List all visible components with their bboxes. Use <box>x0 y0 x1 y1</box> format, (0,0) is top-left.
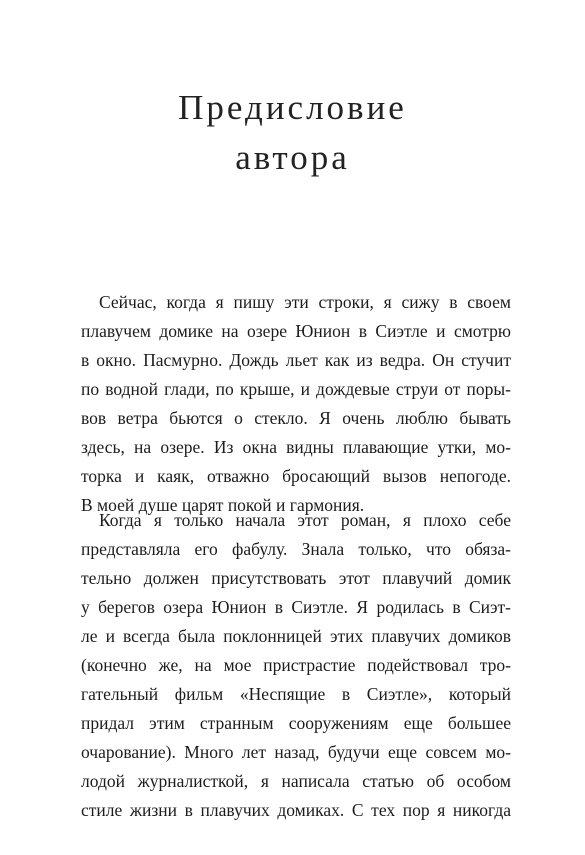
paragraph-1 <box>81 288 511 520</box>
paragraph-line: Когда я только начала этот роман, я плохо себе <box>99 510 511 530</box>
chapter-title-line-2: автора <box>235 138 350 177</box>
paragraph-line: В моей душе царят покой и гармония. <box>81 495 365 515</box>
paragraph-line: вов ветра бьются о стекло. Я очень люблю бывать <box>81 408 511 428</box>
paragraph-line: торка и каяк, отважно бросающий вызов непогоде. <box>81 466 511 486</box>
paragraph-line: очарование). Много лет назад, будучи еще совсем мо- <box>81 742 511 762</box>
paragraph-line: гательный фильм «Неспящие в Сиэтле», который <box>81 684 511 704</box>
paragraph-line: (конечно же, на мое пристрастие подействовал тро- <box>81 655 511 675</box>
paragraph-line: представляла его фабулу. Знала только, что обяза- <box>81 539 511 559</box>
paragraph-line: Сейчас, когда я пишу эти строки, я сижу в своем <box>99 292 511 312</box>
paragraph-line: лодой журналисткой, я написала статью об особом <box>81 771 511 791</box>
paragraph-line: ле и всегда была поклонницей этих плавучих домиков <box>81 626 511 646</box>
paragraph-line: плавучем домике на озере Юнион в Сиэтле и смотрю <box>81 321 511 341</box>
paragraph-line: в окно. Пасмурно. Дождь льет как из ведра. Он стучит <box>81 350 511 370</box>
paragraph-line: стиле жизни в плавучих домиках. С тех пор я никогда <box>81 800 511 820</box>
paragraph-line: тельно должен присутствовать этот плавучий домик <box>81 568 511 588</box>
paragraph-line: у берегов озера Юнион в Сиэтле. Я родилась в Сиэт- <box>81 597 511 617</box>
paragraph-line: по водной глади, по крыше, и дождевые струи от поры- <box>81 379 511 399</box>
paragraph-line: здесь, на озере. Из окна видны плавающие утки, мо- <box>81 437 511 457</box>
paragraph-2 <box>81 506 511 825</box>
chapter-title-line-1: Предисловие <box>178 88 407 127</box>
paragraph-line: придал этим странным сооружениям еще большее <box>81 713 511 733</box>
